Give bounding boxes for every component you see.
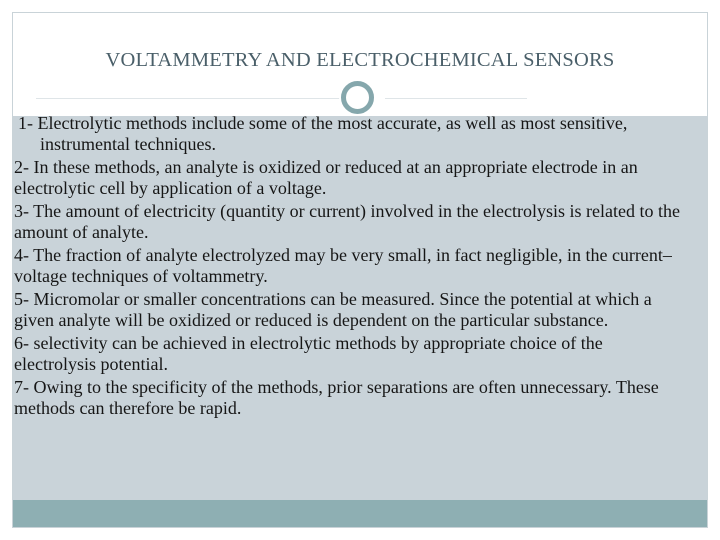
circle-ornament-icon (341, 81, 374, 114)
point-7: 7- Owing to the specificity of the methods, prior separations are often unnecessary. These methods can therefore be rapid. (14, 377, 659, 418)
footer-band (13, 500, 707, 527)
slide-title: VOLTAMMETRY AND ELECTROCHEMICAL SENSORS (105, 49, 615, 71)
point-5: 5- Micromolar or smaller concentrations can be measured. Since the potential at which a given analyte will be oxidized or reduced is dependent on the particular substance. (14, 289, 652, 330)
point-4: 4- The fraction of analyte electrolyzed may be very small, in fact negligible, in the current–voltage techniques of voltammetry. (14, 245, 672, 286)
point-2: 2- In these methods, an analyte is oxidized or reduced at an appropriate electrode in an electrolytic cell by application of a voltage. (14, 157, 638, 198)
point-3: 3- The amount of electricity (quantity or current) involved in the electrolysis is related to the amount of analyte. (14, 201, 680, 242)
bullet-list (14, 113, 686, 421)
point-1: 1- Electrolytic methods include some of the most accurate, as well as most sensitive, instrumental techniques. (18, 113, 628, 154)
title-divider-left (36, 98, 346, 99)
point-6: 6- selectivity can be achieved in electrolytic methods by appropriate choice of the electrolysis potential. (14, 333, 603, 374)
title-divider-right (385, 98, 527, 99)
